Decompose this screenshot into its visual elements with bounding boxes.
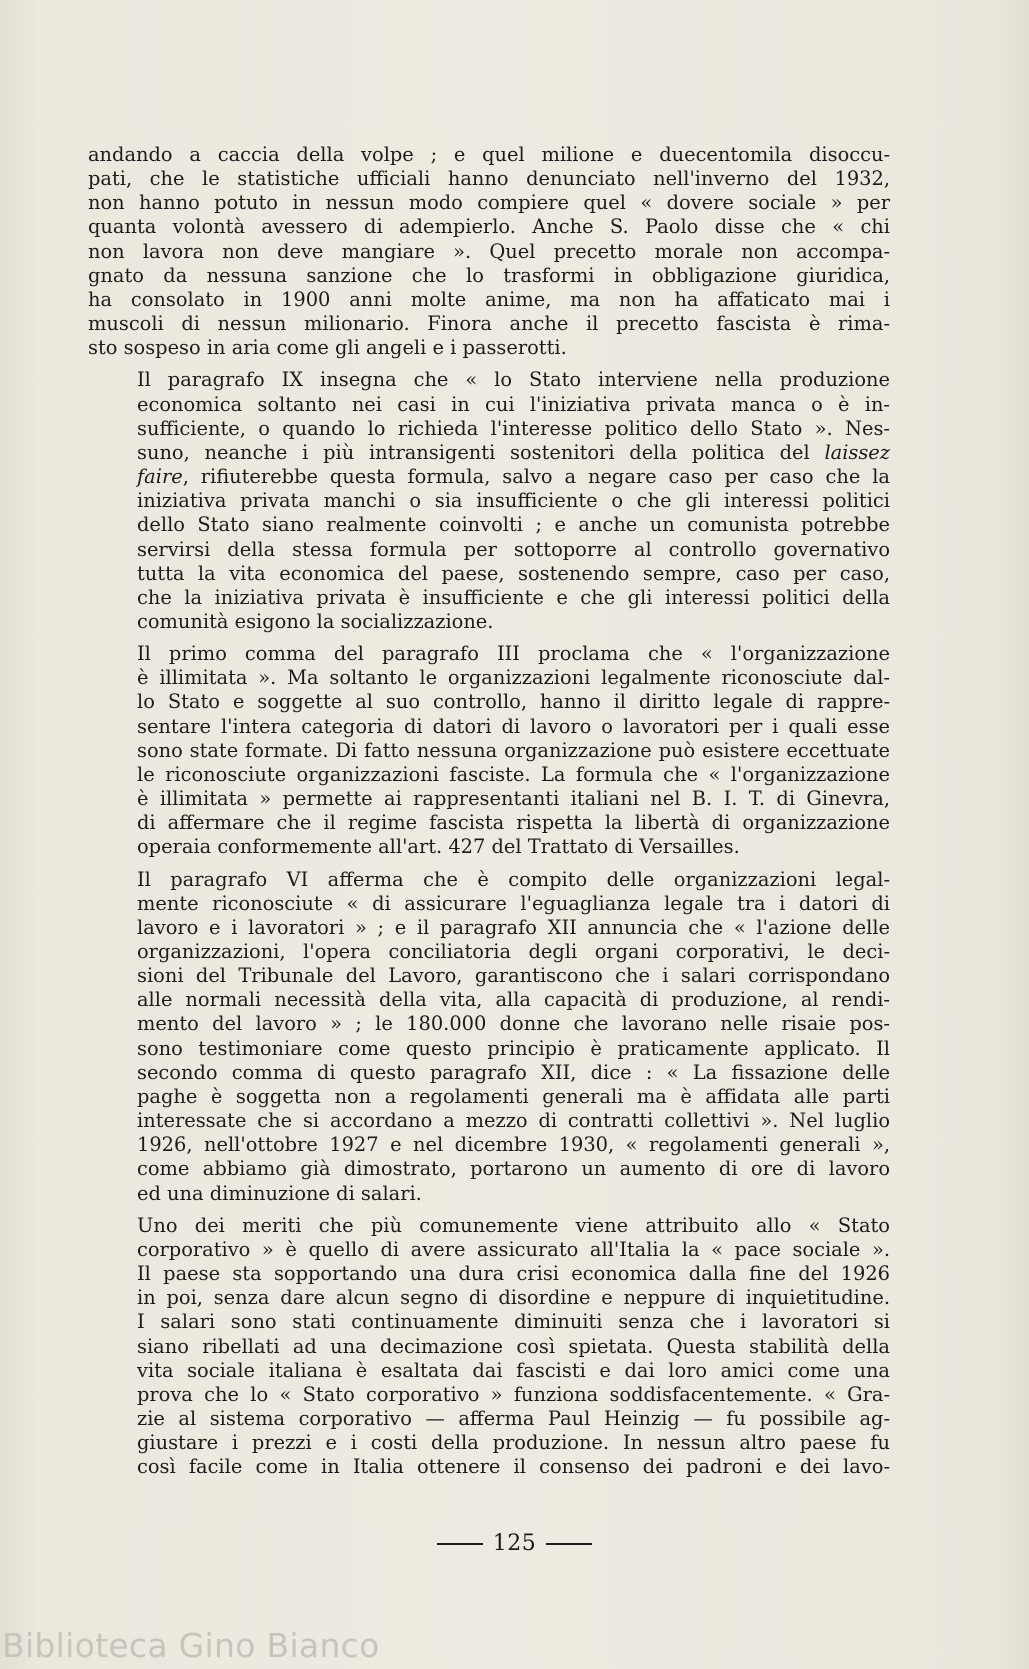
paragraph	[88, 1214, 890, 1480]
text-line: sono testimoniare come questo principio è praticamente applicato. Il	[137, 1036, 890, 1060]
text-line: di affermare che il regime fascista rispetta la libertà di organizzazione	[137, 811, 890, 835]
text-line: servirsi della stessa formula per sottoporre al controllo governativo	[137, 537, 890, 561]
text-line: Il primo comma del paragrafo III proclama che « l'organizzazione	[137, 642, 890, 666]
text-line: sufficiente, o quando lo richieda l'interesse politico dello Stato ». Nes-	[137, 416, 890, 440]
text-line: sentare l'intera categoria di datori di lavoro o lavoratori per i quali esse	[137, 714, 890, 738]
text-line: in poi, senza dare alcun segno di disordine e neppure di inquietitudine.	[137, 1286, 890, 1310]
text-line: è illimitata » permette ai rappresentanti italiani nel B. I. T. di Ginevra,	[137, 787, 890, 811]
text-line: siano ribellati ad una decimazione così spietata. Questa stabilità della	[137, 1334, 890, 1358]
text-line: non hanno potuto in nessun modo compiere quel « dovere sociale » per	[88, 191, 890, 215]
text-line: I salari sono stati continuamente diminuiti senza che i lavoratori si	[137, 1310, 890, 1334]
text-line: zie al sistema corporativo — afferma Paul Heinzig — fu possibile ag-	[137, 1406, 890, 1430]
text-line: pati, che le statistiche ufficiali hanno denunciato nell'inverno del 1932,	[88, 167, 890, 191]
text-line: prova che lo « Stato corporativo » funziona soddisfacentemente. « Gra-	[137, 1382, 890, 1406]
text-line: non lavora non deve mangiare ». Quel precetto morale non accompa-	[88, 239, 890, 263]
page-number-value: 125	[492, 1531, 537, 1556]
text-line: 1926, nell'ottobre 1927 e nel dicembre 1930, « regolamenti generali »,	[137, 1133, 890, 1157]
text-line: come abbiamo già dimostrato, portarono un aumento di ore di lavoro	[137, 1157, 890, 1181]
text-line: mento del lavoro » ; le 180.000 donne che lavorano nelle risaie pos-	[137, 1012, 890, 1036]
paragraph	[88, 642, 890, 859]
text-line: che la iniziativa privata è insufficiente e che gli interessi politici della	[137, 585, 890, 609]
text-line: Uno dei meriti che più comunemente viene attribuito allo « Stato	[137, 1213, 890, 1237]
text-line: così facile come in Italia ottenere il consenso dei padroni e dei lavo-	[137, 1455, 890, 1479]
text-line: alle normali necessità della vita, alla capacità di produzione, al rendi-	[137, 988, 890, 1012]
text-line: Il paragrafo IX insegna che « lo Stato interviene nella produzione	[137, 368, 890, 392]
text-line: iniziativa privata manchi o sia insufficiente o che gli interessi politici	[137, 489, 890, 513]
text-line: secondo comma di questo paragrafo XII, dice : « La fissazione delle	[137, 1060, 890, 1084]
text-line: è illimitata ». Ma soltanto le organizzazioni legalmente riconosciute dal-	[137, 666, 890, 690]
page-number-right-dash	[546, 1543, 592, 1545]
text-line: dello Stato siano realmente coinvolti ; e anche un comunista potrebbe	[137, 513, 890, 537]
text-line: paghe è soggetta non a regolamenti generali ma è affidata alle parti	[137, 1084, 890, 1108]
text-line: le riconosciute organizzazioni fasciste. La formula che « l'organizzazione	[137, 762, 890, 786]
text-line: lo Stato e soggette al suo controllo, hanno il diritto legale di rappre-	[137, 690, 890, 714]
text-line: quanta volontà avessero di adempierlo. Anche S. Paolo disse che « chi	[88, 215, 890, 239]
italic-term: laissez	[824, 440, 890, 464]
text-line: economica soltanto nei casi in cui l'iniziativa privata manca o è in-	[137, 392, 890, 416]
text-line: sioni del Tribunale del Lavoro, garantiscono che i salari corrispondano	[137, 964, 890, 988]
text-line: faire, rifiuterebbe questa formula, salvo a negare caso per caso che la	[137, 465, 890, 489]
text-line: organizzazioni, l'opera conciliatoria degli organi corporativi, le deci-	[137, 940, 890, 963]
text-line: Il paese sta sopportando una dura crisi economica dalla fine del 1926	[137, 1262, 890, 1286]
text-line: ha consolato in 1900 anni molte anime, ma non ha affaticato mai i	[88, 287, 890, 311]
text-line: muscoli di nessun milionario. Finora anche il precetto fascista è rima-	[88, 312, 890, 336]
page-number	[0, 1531, 1029, 1556]
text-line: gnato da nessuna sanzione che lo trasformi in obbligazione giuridica,	[88, 263, 890, 287]
body-text	[88, 143, 890, 1479]
text-line: suno, neanche i più intransigenti sostenitori della politica del laissez	[137, 440, 890, 464]
italic-term: faire	[137, 465, 183, 489]
text-line: lavoro e i lavoratori » ; e il paragrafo XII annuncia che « l'azione delle	[137, 915, 890, 939]
paragraph	[88, 368, 890, 634]
paragraph	[88, 868, 890, 1206]
text-line: vita sociale italiana è esaltata dai fascisti e dai loro amici come una	[137, 1358, 890, 1382]
library-watermark: Biblioteca Gino Bianco	[2, 1626, 380, 1665]
text-line: tutta la vita economica del paese, sostenendo sempre, caso per caso,	[137, 561, 890, 585]
text-line: comunità esigono la socializzazione.	[137, 609, 494, 633]
text-line: sto sospeso in aria come gli angeli e i passerotti.	[88, 336, 567, 360]
text-line: mente riconosciute « di assicurare l'eguaglianza legale tra i datori di	[137, 891, 890, 915]
text-line: corporativo » è quello di avere assicurato all'Italia la « pace sociale ».	[137, 1237, 890, 1261]
text-line: Il paragrafo VI afferma che è compito delle organizzazioni legal-	[137, 867, 890, 891]
text-line: interessate che si accordano a mezzo di contratti collettivi ». Nel luglio	[137, 1109, 890, 1133]
text-line: operaia conformemente all'art. 427 del Trattato di Versailles.	[137, 835, 740, 859]
page-number-left-dash	[437, 1543, 483, 1545]
text-line: giustare i prezzi e i costi della produzione. In nessun altro paese fu	[137, 1431, 890, 1455]
text-line: andando a caccia della volpe ; e quel milione e duecentomila disoccu-	[88, 143, 890, 166]
text-line: ed una diminuzione di salari.	[137, 1181, 422, 1205]
text-line: sono state formate. Di fatto nessuna organizzazione può esistere eccettuate	[137, 738, 890, 762]
paragraph	[88, 143, 890, 360]
